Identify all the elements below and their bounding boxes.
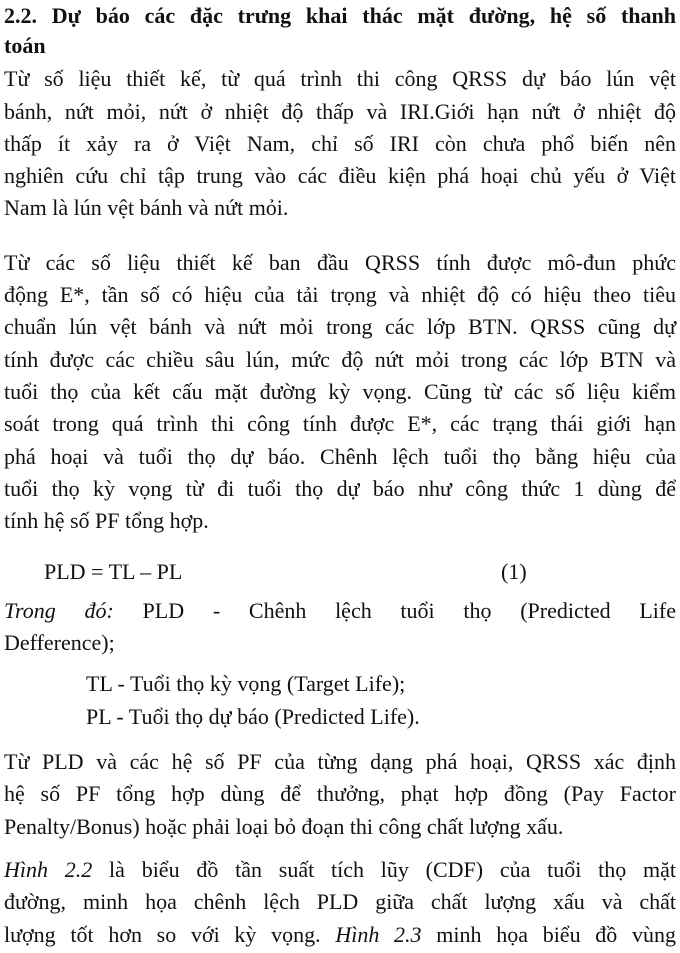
text-segment: nghiên cứu chỉ tập trung vào các điều kiện phá hoại chủ yếu ở Việt — [4, 163, 676, 188]
text-segment: tính hệ số PF tổng hợp. — [4, 508, 209, 533]
paragraph-line — [4, 441, 676, 473]
text-segment: thấp ít xảy ra ở Việt Nam, chỉ số IRI còn chưa phổ biến nên — [4, 131, 676, 156]
text-segment: tính được các chiều sâu lún, mức độ nứt mỏi trong các lớp BTN và — [4, 347, 676, 372]
formula-expression: PLD = TL – PL — [44, 559, 183, 584]
paragraph-line — [4, 854, 676, 886]
text-segment: động E*, tần số có hiệu của tải trọng và nhiệt độ có hiệu theo tiêu — [4, 282, 676, 307]
paragraph-line — [4, 919, 676, 951]
text-segment: hệ số PF tổng hợp dùng để thưởng, phạt hợp đồng (Pay Factor — [4, 781, 676, 806]
paragraph-line — [4, 128, 676, 160]
text-segment: phá hoại và tuổi thọ dự báo. Chênh lệch tuổi thọ bằng hiệu của — [4, 444, 676, 469]
paragraph-line — [4, 746, 676, 778]
text-segment: Từ các số liệu thiết kế ban đầu QRSS tính được mô-đun phức — [4, 250, 676, 275]
text-segment: bánh, nứt mỏi, nứt ở nhiệt độ thấp và IRI.Giới hạn nứt ở nhiệt độ — [4, 99, 676, 124]
section-heading — [4, 30, 676, 62]
paragraph-line — [4, 96, 676, 128]
text-segment: Nam là lún vệt bánh và nứt mỏi. — [4, 195, 289, 220]
figure-reference: Trong đó: — [4, 598, 114, 623]
text-segment: là biểu đồ tần suất tích lũy (CDF) của tuổi thọ mặt — [92, 857, 677, 882]
formula-number: (1) — [501, 559, 527, 584]
paragraph-line — [4, 344, 676, 376]
paragraph-line — [4, 160, 676, 192]
text-segment: tuổi thọ kỳ vọng từ đi tuổi thọ dự báo như công thức 1 dùng để — [4, 476, 676, 501]
paragraph-line — [4, 778, 676, 810]
text-segment: Penalty/Bonus) hoặc phải loại bỏ đoạn thi công chất lượng xấu. — [4, 814, 564, 839]
text-segment: Từ PLD và các hệ số PF của từng dạng phá hoại, QRSS xác định — [4, 749, 676, 774]
section-heading — [4, 0, 676, 32]
text-segment: lượng tốt hơn so với kỳ vọng. — [4, 922, 336, 947]
paragraph-line — [4, 811, 676, 843]
text-segment: soát trong quá trình thi công tính được E*, các trạng thái giới hạn — [4, 411, 676, 436]
text-segment: toán — [4, 33, 46, 58]
definition-line — [86, 668, 676, 700]
text-segment: chuẩn lún vệt bánh và nứt mỏi trong các lớp BTN. QRSS cũng dự — [4, 314, 676, 339]
paragraph-line — [4, 505, 676, 537]
text-segment: minh họa biểu đồ vùng — [421, 922, 676, 947]
paragraph-line — [4, 473, 676, 505]
formula — [4, 556, 676, 588]
paragraph-line — [4, 192, 676, 224]
paragraph-line — [4, 376, 676, 408]
text-segment: 2.2. Dự báo các đặc trưng khai thác mặt đường, hệ số thanh — [4, 3, 676, 28]
paragraph-line — [4, 886, 676, 918]
text-segment: Defference); — [4, 630, 115, 655]
paragraph-line — [4, 279, 676, 311]
definition-line — [4, 595, 676, 627]
definition-line — [4, 627, 676, 659]
text-segment: tuổi thọ của kết cấu mặt đường kỳ vọng. Cũng từ các số liệu kiểm — [4, 379, 676, 404]
text-segment: PL - Tuổi thọ dự báo (Predicted Life). — [86, 704, 420, 729]
paragraph-line — [4, 247, 676, 279]
paragraph-line — [4, 311, 676, 343]
figure-reference: Hình 2.2 — [4, 857, 93, 882]
text-segment: Từ số liệu thiết kế, từ quá trình thi công QRSS dự báo lún vệt — [4, 66, 676, 91]
text-segment: TL - Tuổi thọ kỳ vọng (Target Life); — [86, 671, 406, 696]
paragraph-line — [4, 63, 676, 95]
paragraph-line — [4, 408, 676, 440]
text-segment: PLD - Chênh lệch tuổi thọ (Predicted Life — [113, 598, 677, 623]
figure-reference: Hình 2.3 — [335, 922, 422, 947]
definition-line — [86, 701, 676, 733]
text-segment: đường, minh họa chênh lệch PLD giữa chất lượng xấu và chất — [4, 889, 676, 914]
